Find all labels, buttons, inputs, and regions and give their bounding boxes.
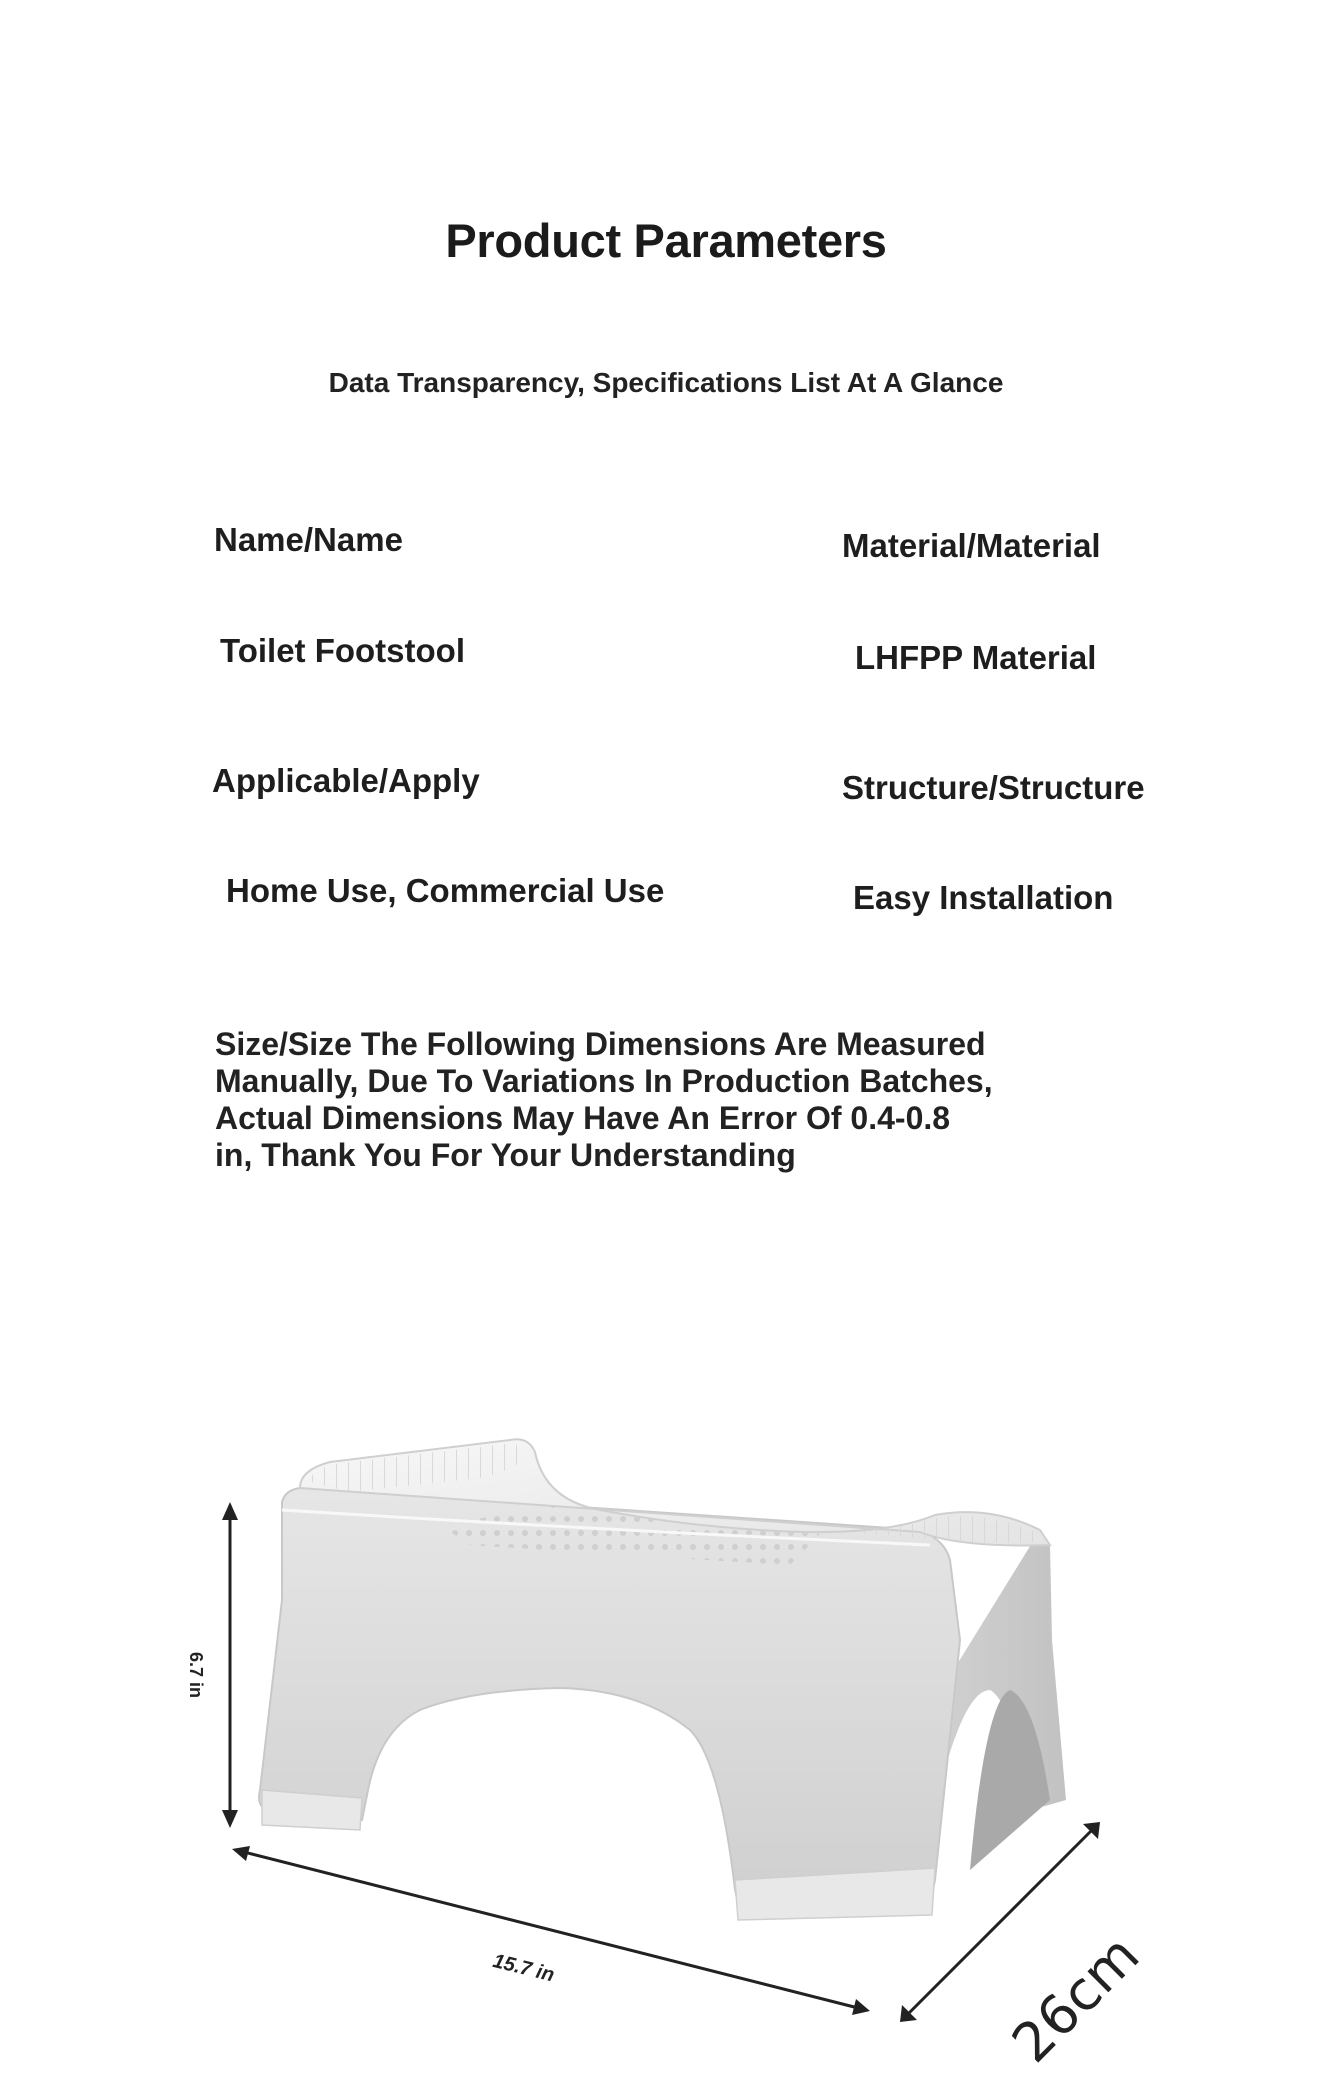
- page-subtitle: Data Transparency, Specifications List At A Glance: [328, 367, 1004, 398]
- size-note-line: in, Thank You For Your Understanding: [215, 1137, 796, 1173]
- material-value: LHFPP Material: [855, 639, 1097, 676]
- applicable-value: Home Use, Commercial Use: [226, 872, 665, 909]
- structure-label: Structure/Structure: [842, 769, 1145, 806]
- size-note-line: Size/Size The Following Dimensions Are Measured: [215, 1026, 986, 1062]
- length-label: 15.7 in: [490, 1950, 557, 1987]
- size-note: [215, 1026, 1015, 1174]
- depth-label: 26cm: [1000, 1923, 1152, 2075]
- size-note-line: Manually, Due To Variations In Production Batches,: [215, 1063, 993, 1099]
- name-label: Name/Name: [214, 521, 403, 558]
- structure-value: Easy Installation: [853, 879, 1114, 916]
- size-note-line: Actual Dimensions May Have An Error Of 0.4-0.8: [215, 1100, 951, 1136]
- name-value: Toilet Footstool: [220, 632, 466, 669]
- page-title: Product Parameters: [445, 214, 887, 267]
- applicable-label: Applicable/Apply: [212, 762, 480, 799]
- material-label: Material/Material: [842, 527, 1101, 564]
- height-dimension: [222, 1502, 238, 1828]
- footstool: [259, 1439, 1066, 1920]
- height-label: 6.7 in: [186, 1652, 206, 1699]
